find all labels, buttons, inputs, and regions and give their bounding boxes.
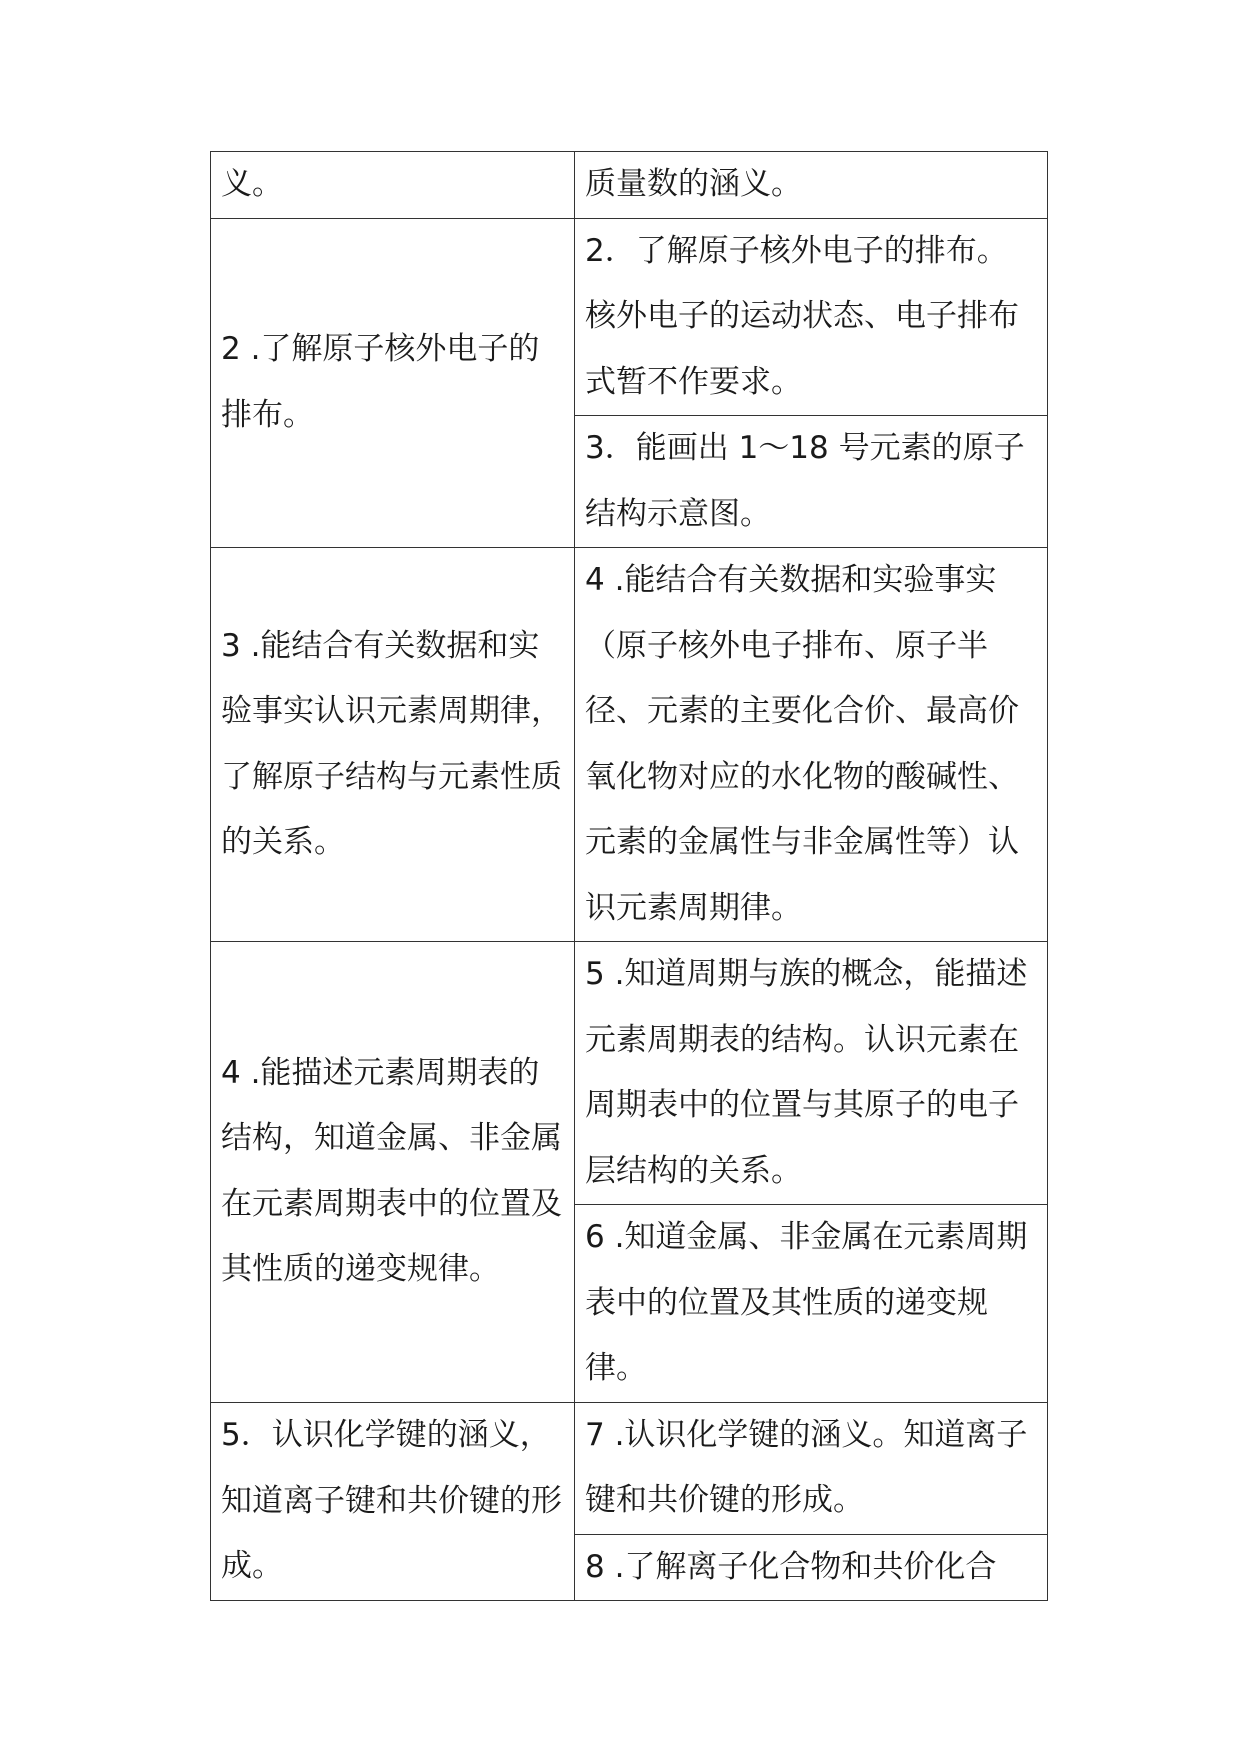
standard-cell <box>211 218 575 548</box>
requirement-cell <box>575 942 1048 1205</box>
requirement-cell <box>575 1402 1048 1534</box>
standard-cell <box>211 1402 575 1601</box>
requirement-text: 2．了解原子核外电子的排布。核外电子的运动状态、电子排布式暂不作要求。 <box>585 232 1019 400</box>
standard-text: 2 .了解原子核外电子的排布。 <box>221 331 540 433</box>
standard-text: 5．认识化学键的涵义，知道离子键和共价键的形成。 <box>221 1417 562 1584</box>
requirement-text: 质量数的涵义。 <box>585 166 802 202</box>
standard-text: 4 .能描述元素周期表的结构，知道金属、非金属在元素周期表中的位置及其性质的递变规律。 <box>221 1054 562 1288</box>
requirement-text: 5 .知道周期与族的概念，能描述元素周期表的结构。认识元素在周期表中的位置与其原子的电子层结构的关系。 <box>585 956 1028 1189</box>
requirement-text: 8 .了解离子化合物和共价化合 <box>585 1548 997 1585</box>
requirement-cell <box>575 416 1048 548</box>
requirement-text: 7 .认识化学键的涵义。知道离子键和共价键的形成。 <box>585 1416 1028 1518</box>
table-row <box>211 548 1048 942</box>
standard-cell <box>211 548 575 942</box>
requirement-cell <box>575 1205 1048 1403</box>
requirement-cell <box>575 218 1048 416</box>
table-row <box>211 942 1048 1205</box>
requirement-text: 4 .能结合有关数据和实验事实（原子核外电子排布、原子半径、元素的主要化合价、最高价氧化物对应的水化物的酸碱性、元素的金属性与非金属性等）认识元素周期律。 <box>585 562 1019 926</box>
standard-text: 义。 <box>221 166 283 202</box>
requirement-cell <box>575 548 1048 942</box>
table-row <box>211 152 1048 219</box>
standard-cell <box>211 152 575 219</box>
requirement-text: 6 .知道金属、非金属在元素周期表中的位置及其性质的递变规律。 <box>585 1219 1028 1386</box>
table-row <box>211 218 1048 416</box>
curriculum-table <box>210 151 1048 1601</box>
table-row <box>211 1402 1048 1534</box>
requirement-text: 3．能画出 1～18 号元素的原子结构示意图。 <box>585 430 1025 532</box>
standard-text: 3 .能结合有关数据和实验事实认识元素周期律，了解原子结构与元素性质的关系。 <box>221 627 562 860</box>
standard-cell <box>211 942 575 1403</box>
requirement-cell <box>575 1534 1048 1601</box>
requirement-cell <box>575 152 1048 219</box>
